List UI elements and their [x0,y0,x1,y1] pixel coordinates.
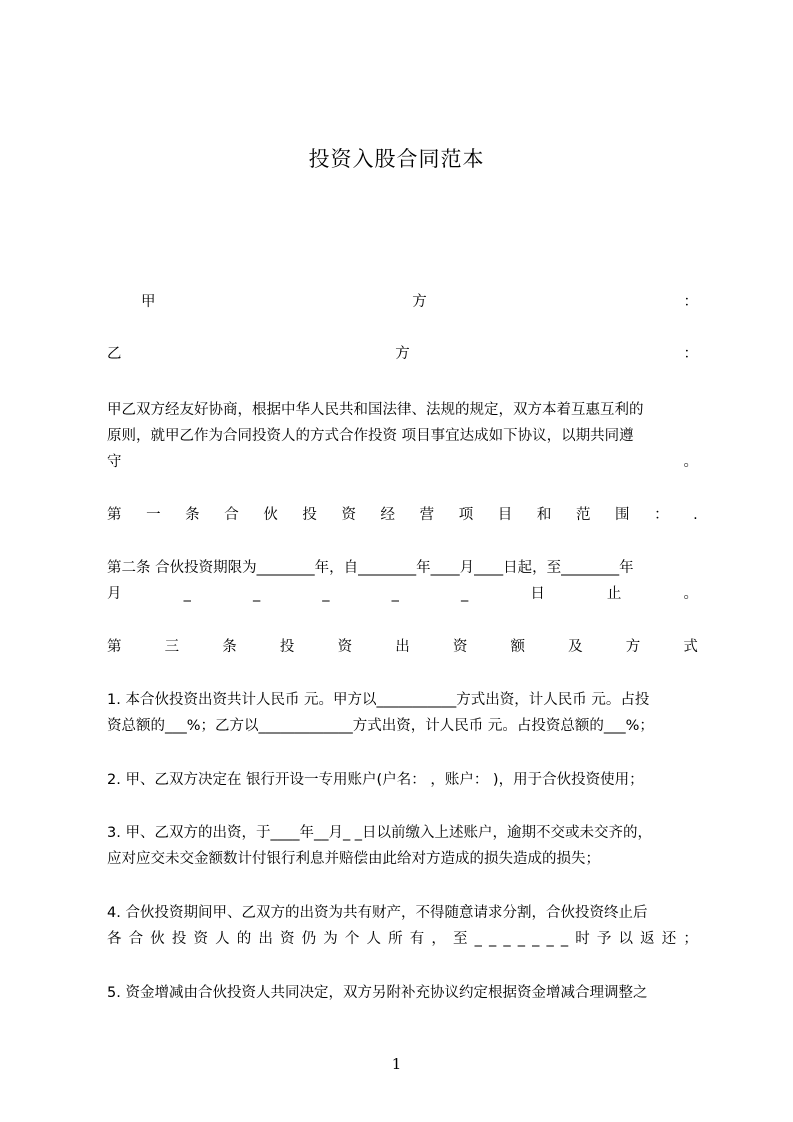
clause-3-line-1: 3. 甲、乙双方的出资，于____年__月_ _日以前缴入上述账户，逾期不交或未交齐的， [107,825,653,841]
party-b-label-2: 方 [395,346,410,362]
clause-4-char: _ [474,931,482,947]
clause-4-char: 伙 [150,931,165,947]
clause-4-char: 予 [596,931,612,947]
preamble-line-3 [107,449,698,475]
clause-1-line-1: 1. 本合伙投资出资共计人民币 元。甲方以___________方式出资，计人民币 元。占投 [107,692,650,708]
article-3-heading [107,634,698,660]
clause-4-char: 至 [453,931,468,947]
article-2-char: _ [391,586,399,602]
clause-4-char: 出 [258,931,273,947]
party-a-label-2: 方 [412,294,427,310]
article-1-char: 伙 [263,507,278,523]
page-number: 1 [391,1055,402,1073]
clause-4-char: 各 [107,931,122,947]
preamble-line-3-right: 。 [683,454,698,470]
clause-4-char: 投 [171,931,187,947]
clause-4-char: ， [431,931,446,947]
article-3-char: 式 [683,639,698,655]
clause-4-char: _ [532,931,540,947]
clause-4-char: 资 [280,931,295,947]
article-2-char: _ [322,586,330,602]
clause-4-char: _ [489,931,497,947]
article-3-char: 方 [625,639,641,655]
preamble-line-1: 甲乙双方经友好协商，根据中华人民共和国法律、法规的规定，双方本着互惠互利的 [107,402,644,418]
article-2-char: 。 [683,586,698,602]
article-1-char: 和 [536,507,552,523]
article-1-char: 投 [302,507,317,523]
article-2-char: _ [460,586,469,602]
clause-4-char: 的 [236,931,252,947]
article-2-char: 日 [530,586,545,602]
clause-4-char: _ [546,931,554,947]
clause-4-line-1: 4. 合伙投资期间甲、乙双方的出资为共有财产，不得随意请求分割，合伙投资终止后 [107,905,648,921]
party-a-colon: ： [683,294,698,310]
article-3-char: 三 [164,639,180,655]
article-1-char: 围 [615,507,630,523]
article-1-char: 条 [185,507,200,523]
party-b-line [107,341,698,367]
article-2-line-2 [107,581,698,607]
article-2-char: _ [252,586,261,602]
clause-4-char: 所 [388,931,403,947]
clause-4-char: 合 [128,931,144,947]
preamble-line-2: 原则，就甲乙作为合同投资人的方式合作投资 项目事宜达成如下协议，以期共同遵 [107,428,634,444]
clause-4-char: 还 [661,931,677,947]
article-1-char: . [693,507,698,523]
article-1-char: ： [654,507,669,523]
clause-4-char: 人 [215,931,230,947]
article-3-char: 额 [510,639,525,655]
clause-4-char: 有 [409,931,425,947]
article-2-line-1: 第二条 合伙投资期限为________年，自________年____月____日起，至________年 [107,560,634,576]
article-3-char: 条 [222,639,237,655]
clause-4-char: _ [560,931,569,947]
party-a-label: 甲 [141,294,156,310]
article-2-char: _ [183,586,191,602]
clause-5: 5. 资金增减由合伙投资人共同决定，双方另附补充协议约定根据资金增减合理调整之 [107,985,648,1001]
article-3-char: 资 [337,639,353,655]
clause-3-line-2: 应对应交未交金额数计付银行利息并赔偿由此给对方造成的损失造成的损失； [107,851,600,867]
clause-4-char: 以 [618,931,633,947]
preamble-line-3-left: 守 [107,454,122,470]
article-1-heading [107,502,698,528]
party-a-line [107,289,698,315]
article-3-char: 出 [395,639,410,655]
article-1-char: 第 [107,507,122,523]
article-1-char: 营 [419,507,435,523]
clause-4-char: 仍 [301,931,317,947]
clause-4-char: ； [683,931,698,947]
article-1-char: 一 [146,507,161,523]
clause-2: 2. 甲、乙双方决定在 银行开设一专用账户(户名： ，账户： )，用于合伙投资使用； [107,772,644,788]
article-2-char: 止 [606,586,622,602]
article-3-char: 第 [107,639,122,655]
article-1-char: 合 [224,507,239,523]
clause-4-char: 人 [366,931,381,947]
clause-4-char: 时 [575,931,590,947]
party-b-label: 乙 [107,346,122,362]
clause-4-line-2 [107,926,698,952]
article-1-char: 资 [341,507,356,523]
document-title: 投资入股合同范本 [308,147,485,171]
article-1-char: 经 [380,507,396,523]
article-1-char: 项 [458,507,474,523]
article-3-char: 投 [279,639,295,655]
article-3-char: 及 [568,639,583,655]
clause-4-char: 资 [193,931,208,947]
clause-4-char: 个 [344,931,360,947]
clause-4-char: _ [517,931,525,947]
article-1-char: 范 [575,507,591,523]
clause-4-char: _ [503,931,511,947]
clause-1-line-2: 资总额的___%；乙方以_____________方式出资，计人民币 元。占投资总额的___%； [107,718,654,734]
article-1-char: 目 [497,507,513,523]
clause-4-char: 为 [323,931,338,947]
clause-4-char: 返 [640,931,655,947]
article-3-char: 资 [452,639,468,655]
article-2-char: 月 [107,586,122,602]
party-b-colon: ： [683,346,698,362]
